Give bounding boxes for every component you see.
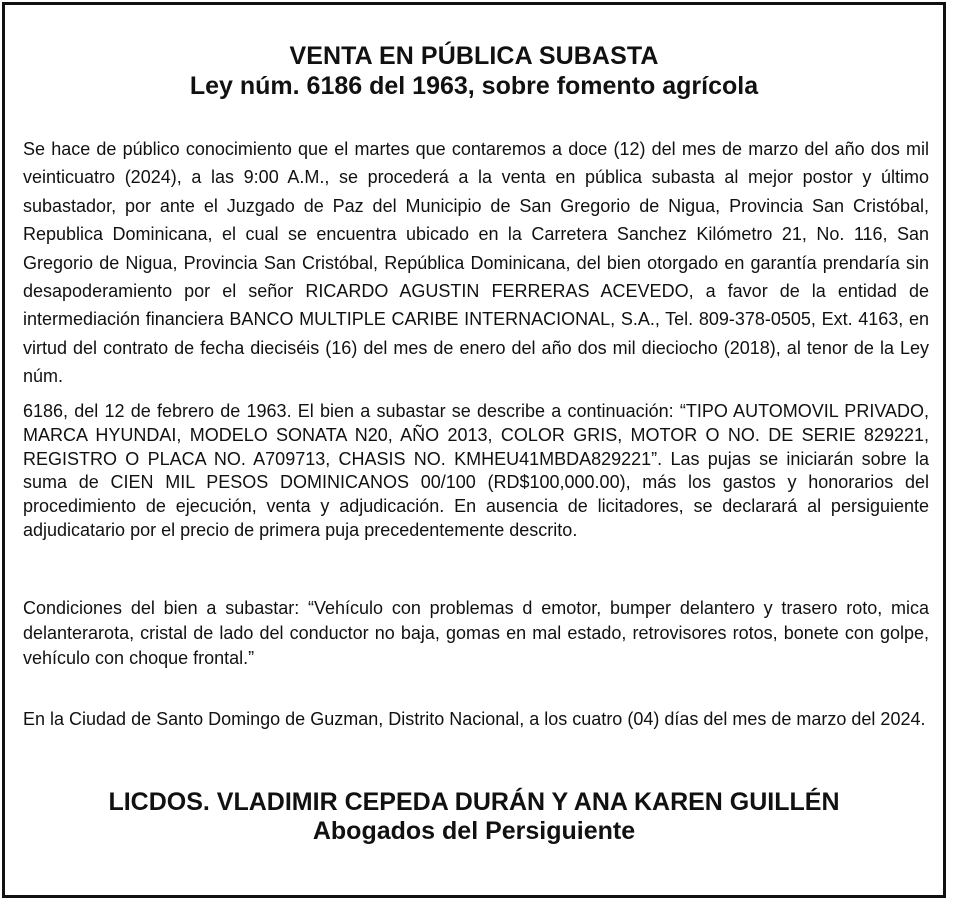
notice-title-main: VENTA EN PÚBLICA SUBASTA bbox=[289, 42, 659, 70]
attorney-names: LICDOS. VLADIMIR CEPEDA DURÁN Y ANA KAREN GUILLÉN bbox=[108, 788, 840, 816]
signature-block bbox=[5, 788, 943, 846]
auction-paragraph-part1: Se hace de público conocimiento que el martes que contaremos a doce (12) del mes de marzo del año dos mil veinticuatro (2024), a las 9:00 A.M., se procederá a la venta en pública subasta al mejor postor y último subastador, por ante el Juzgado de Paz del Municipio de San Gregorio de Nigua, Provincia San Cristóbal, Republica Dominicana, el cual se encuentra ubicado en la Carretera Sanchez Kilómetro 21, No. 116, San Gregorio de Nigua, Provincia San Cristóbal, República Dominicana, del bien otorgado en garantía prendaría sin desapoderamiento por el señor RICARDO AGUSTIN FERRERAS ACEVEDO, a favor de la entidad de intermediación financiera BANCO MULTIPLE CARIBE INTERNACIONAL, S.A., Tel. 809-378-0505, Ext. 4163, en virtud del contrato de fecha dieciséis (16) del mes de enero del año dos mil dieciocho (2018), al tenor de la Ley núm. bbox=[23, 139, 929, 387]
date-place-paragraph: En la Ciudad de Santo Domingo de Guzman, Distrito Nacional, a los cuatro (04) días del mes de marzo del 2024. bbox=[23, 709, 926, 729]
notice-title bbox=[5, 41, 943, 101]
conditions-paragraph: Condiciones del bien a subastar: “Vehículo con problemas d emotor, bumper delantero y trasero roto, mica delanterarota, cristal de lado del conductor no baja, gomas en mal estado, retrovisores rotos, bonete con golpe, vehículo con choque frontal.” bbox=[23, 598, 929, 669]
legal-notice bbox=[2, 2, 946, 898]
attorney-role: Abogados del Persiguiente bbox=[312, 817, 636, 845]
auction-paragraph-part2: 6186, del 12 de febrero de 1963. El bien a subastar se describe a continuación: “TIPO AUTOMOVIL PRIVADO, MARCA HYUNDAI, MODELO SONATA N20, AÑO 2013, COLOR GRIS, MOTOR O NO. DE SERIE 829221, REGISTRO O PLACA NO. A709713, CHASIS NO. KMHEU41MBDA829221”. Las pujas se iniciarán sobre la suma de CIEN MIL PESOS DOMINICANOS 00/100 (RD$100,000.00), más los gastos y honorarios del procedimiento de ejecución, venta y adjudicación. En ausencia de licitadores, se declarará al persiguiente adjudicatario por el precio de primera puja precedentemente descrito. bbox=[23, 401, 929, 540]
notice-title-law: Ley núm. 6186 del 1963, sobre fomento agrícola bbox=[189, 72, 759, 100]
